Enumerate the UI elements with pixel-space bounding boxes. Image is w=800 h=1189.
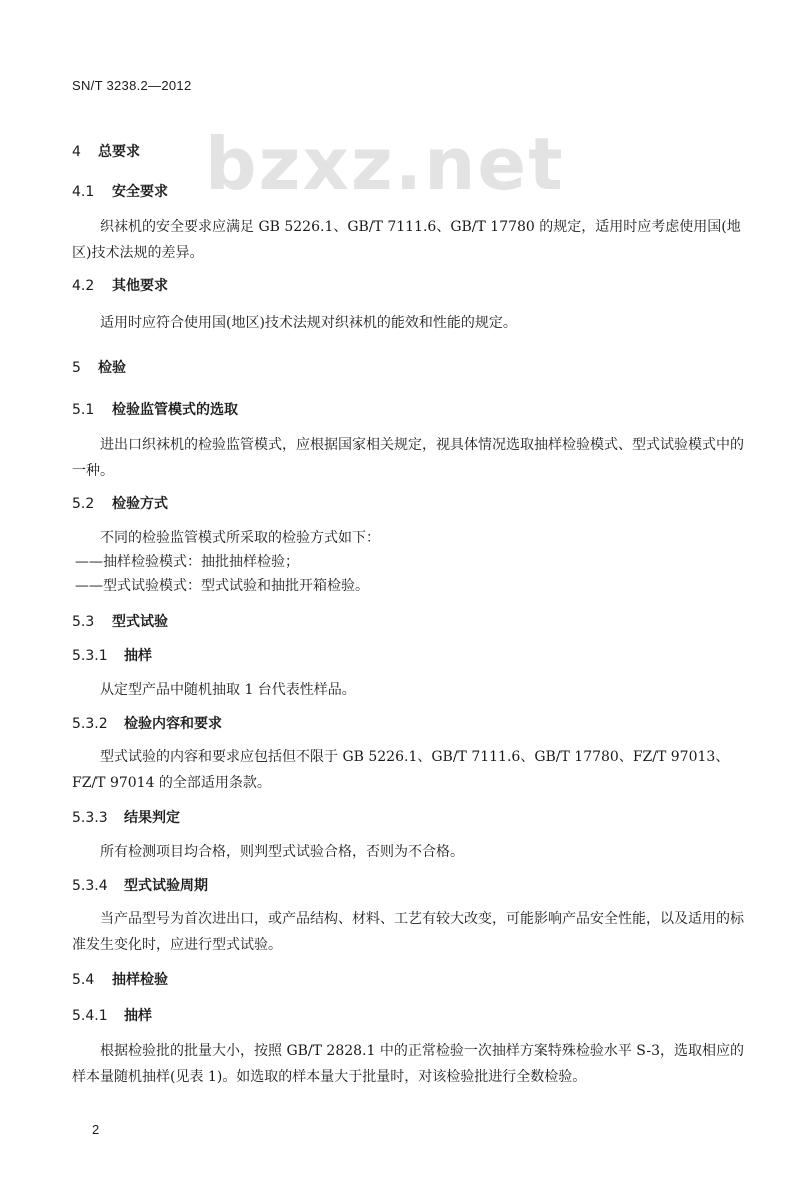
heading-number: 5.3.4 [72,878,108,894]
heading-5-3-3 [72,808,180,828]
paragraph-5-4-1: 根据检验批的批量大小，按照 GB/T 2828.1 中的正常检验一次抽样方案特殊检验水平 S-3，选取相应的样本量随机抽样(见表 1)。如选取的样本量大于批量时，对该检验批进行全数检验。 [72,1043,745,1085]
heading-5-3-2 [72,714,222,734]
list-item: ——型式试验模式：型式试验和抽批开箱检验。 [75,578,369,594]
heading-4-1 [72,182,168,202]
heading-number: 5.3 [72,614,95,630]
heading-title: 检验内容和要求 [124,716,222,732]
heading-title: 检验方式 [112,496,168,512]
heading-number: 5.3.3 [72,810,108,826]
heading-title: 总要求 [98,144,140,160]
heading-number: 5.4 [72,972,95,988]
heading-title: 检验 [98,360,126,376]
heading-number: 4.1 [72,184,95,200]
heading-number: 4.2 [72,278,95,294]
paragraph-5-1: 进出口织袜机的检验监管模式，应根据国家相关规定，视具体情况选取抽样检验模式、型式试验模式中的一种。 [72,437,744,479]
heading-number: 5.1 [72,402,95,418]
paragraph-4-1: 织袜机的安全要求应满足 GB 5226.1、GB/T 7111.6、GB/T 17780 的规定，适用时应考虑使用国(地区)技术法规的差异。 [72,219,741,261]
heading-title: 结果判定 [124,810,180,826]
heading-title: 安全要求 [112,184,168,200]
heading-5-3-4 [72,876,208,896]
heading-4 [72,142,140,162]
page-number: 2 [92,1122,100,1137]
heading-5-4 [72,970,168,990]
heading-5-2 [72,494,168,514]
heading-number: 5.3.2 [72,716,108,732]
heading-number: 5 [72,360,81,376]
heading-5 [72,358,126,378]
heading-5-4-1 [72,1006,152,1026]
heading-title: 抽样 [124,648,152,664]
heading-number: 4 [72,144,81,160]
heading-title: 抽样检验 [112,972,168,988]
paragraph-5-2-intro: 不同的检验监管模式所采取的检验方式如下： [100,530,380,546]
list-item: ——抽样检验模式：抽批抽样检验； [75,554,299,570]
heading-5-3 [72,612,168,632]
heading-title: 抽样 [124,1008,152,1024]
paragraph-5-3-3: 所有检测项目均合格，则判型式试验合格，否则为不合格。 [100,844,464,860]
heading-title: 型式试验周期 [124,878,208,894]
heading-number: 5.3.1 [72,648,108,664]
paragraph-5-3-1: 从定型产品中随机抽取 1 台代表性样品。 [100,682,356,698]
paragraph-4-2: 适用时应符合使用国(地区)技术法规对织袜机的能效和性能的规定。 [100,315,517,331]
heading-title: 检验监管模式的选取 [112,402,238,418]
heading-title: 其他要求 [112,278,168,294]
heading-4-2 [72,276,168,296]
paragraph-5-3-2: 型式试验的内容和要求应包括但不限于 GB 5226.1、GB/T 7111.6、GB/T 17780、FZ/T 97013、FZ/T 97014 的全部适用条款。 [72,749,730,791]
standard-code: SN/T 3238.2—2012 [72,78,192,93]
heading-5-3-1 [72,646,152,666]
heading-number: 5.2 [72,496,95,512]
watermark: bzxz.net [205,122,565,206]
heading-5-1 [72,400,238,420]
heading-title: 型式试验 [112,614,168,630]
heading-number: 5.4.1 [72,1008,108,1024]
paragraph-5-3-4: 当产品型号为首次进出口，或产品结构、材料、工艺有较大改变，可能影响产品安全性能，以及适用的标准发生变化时，应进行型式试验。 [72,911,744,953]
